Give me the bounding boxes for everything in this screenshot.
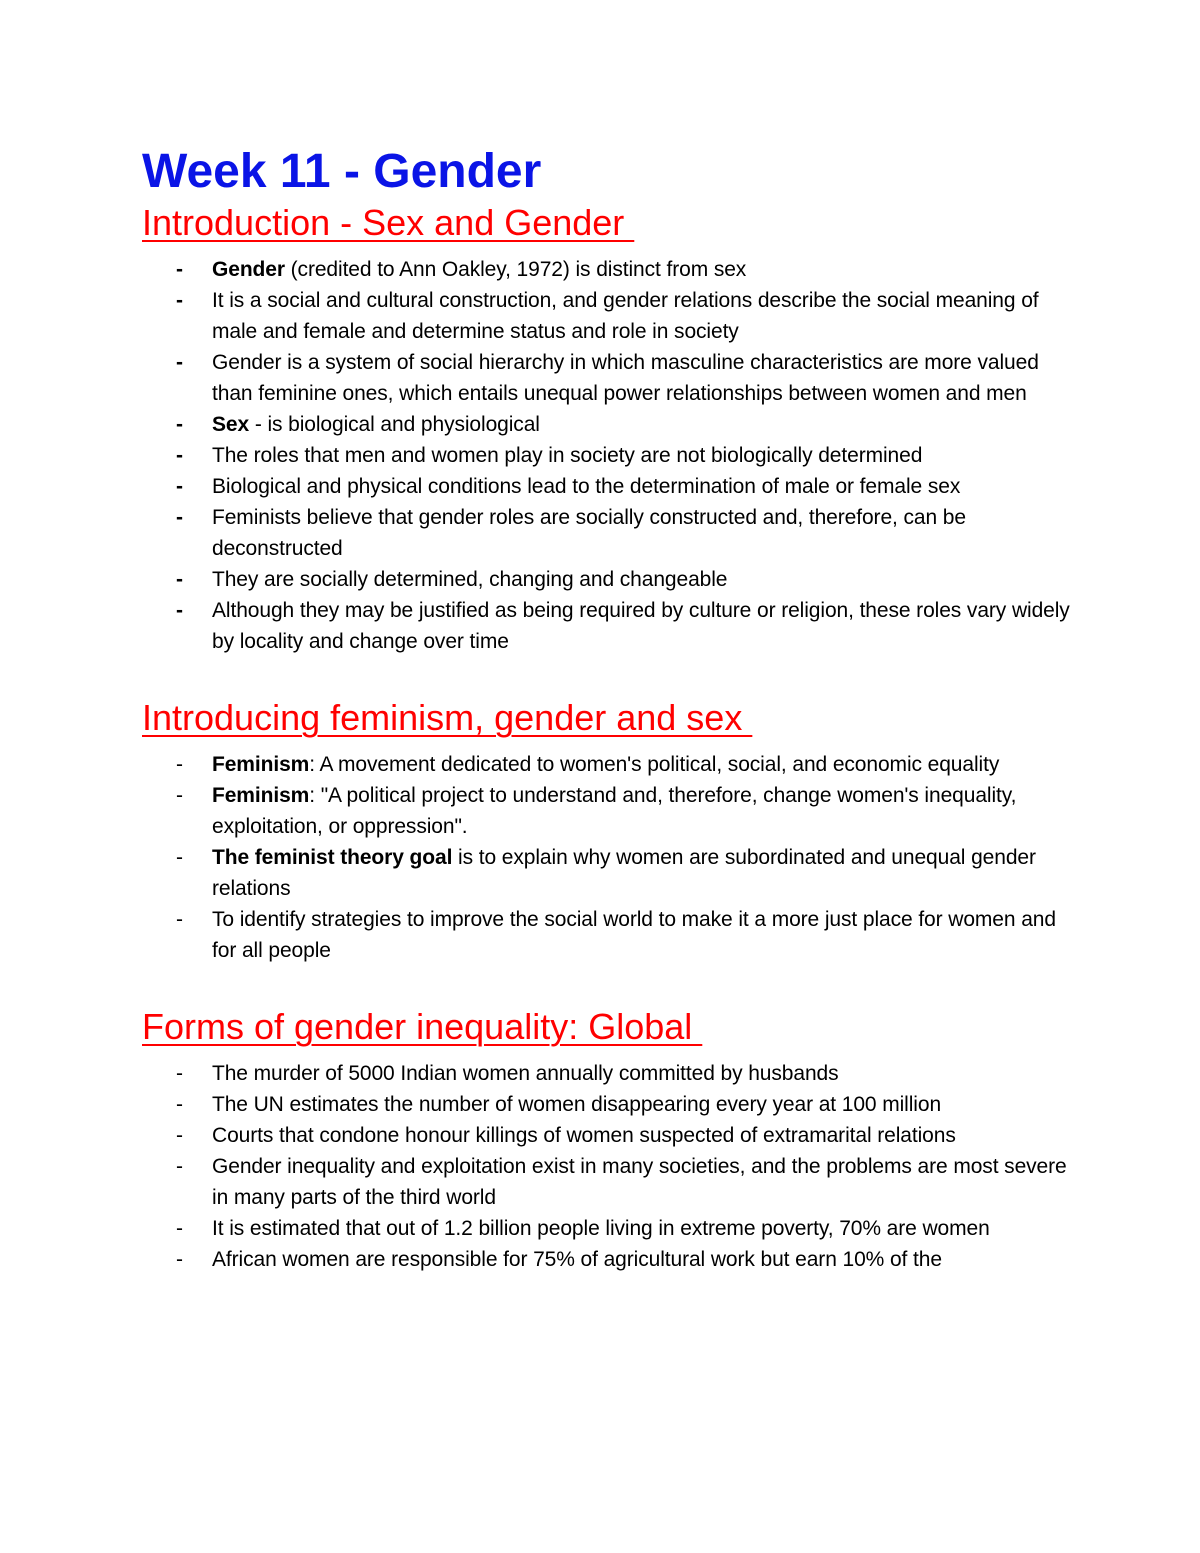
item-text: To identify strategies to improve the social world to make it a more just place for women and for all people [212, 908, 1056, 962]
item-text: The murder of 5000 Indian women annually committed by husbands [212, 1062, 839, 1085]
item-text: : A movement dedicated to women's political, social, and economic equality [309, 753, 1000, 776]
bold-term: Feminism [212, 753, 310, 776]
item-text: Although they may be justified as being required by culture or religion, these roles vary widely by locality and change over time [212, 599, 1070, 653]
bold-term: Gender [212, 258, 285, 281]
bullet-list [142, 254, 1072, 657]
list-item [142, 595, 1072, 657]
item-text: They are socially determined, changing and changeable [212, 568, 728, 591]
item-text: African women are responsible for 75% of agricultural work but earn 10% of the [212, 1248, 942, 1271]
dash-bullet-icon: - [176, 1062, 183, 1085]
dash-bullet-icon: - [176, 908, 183, 931]
list-item [142, 471, 1072, 502]
dash-bullet-icon: - [176, 1217, 183, 1240]
bullet-list [142, 749, 1072, 966]
list-item [142, 409, 1072, 440]
dash-bullet-icon: - [176, 1248, 183, 1271]
list-item [142, 254, 1072, 285]
item-text: The UN estimates the number of women disappearing every year at 100 million [212, 1093, 942, 1116]
list-item [142, 1244, 1072, 1275]
section-0 [142, 202, 1072, 657]
section-heading: Introduction - Sex and Gender [142, 202, 635, 243]
item-text: Feminists believe that gender roles are socially constructed and, therefore, can be deconstructed [212, 506, 966, 560]
item-text: Gender is a system of social hierarchy in which masculine characteristics are more valued than feminine ones, which entails unequal power relationships between women and men [212, 351, 1039, 405]
bullet-list [142, 1058, 1072, 1275]
bold-term: The feminist theory goal [212, 846, 453, 869]
dash-bullet-icon: - [176, 846, 183, 869]
list-item [142, 347, 1072, 409]
document-body [142, 202, 1072, 1275]
dash-bullet-icon: - [176, 599, 183, 622]
list-item [142, 1089, 1072, 1120]
dash-bullet-icon: - [176, 289, 183, 312]
dash-bullet-icon: - [176, 1155, 183, 1178]
list-item [142, 1213, 1072, 1244]
item-text: Courts that condone honour killings of women suspected of extramarital relations [212, 1124, 956, 1147]
list-item [142, 904, 1072, 966]
list-item [142, 842, 1072, 904]
list-item [142, 1151, 1072, 1213]
list-item [142, 285, 1072, 347]
dash-bullet-icon: - [176, 1124, 183, 1147]
item-text: : "A political project to understand and, therefore, change women's inequality, exploitation, or oppression". [212, 784, 1017, 838]
dash-bullet-icon: - [176, 258, 183, 281]
dash-bullet-icon: - [176, 784, 183, 807]
list-item [142, 749, 1072, 780]
item-text: It is a social and cultural construction, and gender relations describe the social meaning of male and female and determine status and role in society [212, 289, 1039, 343]
item-text: is to explain why women are subordinated and unequal gender relations [212, 846, 1036, 900]
list-item [142, 1120, 1072, 1151]
item-text: Biological and physical conditions lead to the determination of male or female sex [212, 475, 961, 498]
dash-bullet-icon: - [176, 506, 183, 529]
item-text: Gender inequality and exploitation exist in many societies, and the problems are most severe in many parts of the third world [212, 1155, 1067, 1209]
section-heading: Introducing feminism, gender and sex [142, 697, 753, 738]
list-item [142, 780, 1072, 842]
item-text: It is estimated that out of 1.2 billion people living in extreme poverty, 70% are women [212, 1217, 990, 1240]
item-text: (credited to Ann Oakley, 1972) is distinct from sex [284, 258, 747, 281]
dash-bullet-icon: - [176, 568, 183, 591]
list-item [142, 564, 1072, 595]
list-item [142, 440, 1072, 471]
bold-term: Sex [212, 413, 250, 436]
dash-bullet-icon: - [176, 1093, 183, 1116]
section-1 [142, 697, 1072, 966]
section-heading: Forms of gender inequality: Global [142, 1006, 703, 1047]
dash-bullet-icon: - [176, 351, 183, 374]
dash-bullet-icon: - [176, 753, 183, 776]
section-2 [142, 1006, 1072, 1275]
item-text: The roles that men and women play in society are not biologically determined [212, 444, 923, 467]
document-page [142, 136, 1072, 1275]
dash-bullet-icon: - [176, 413, 183, 436]
list-item [142, 1058, 1072, 1089]
dash-bullet-icon: - [176, 475, 183, 498]
item-text: - is biological and physiological [249, 413, 540, 436]
page-title: Week 11 - Gender [142, 145, 542, 198]
dash-bullet-icon: - [176, 444, 183, 467]
list-item [142, 502, 1072, 564]
bold-term: Feminism [212, 784, 310, 807]
